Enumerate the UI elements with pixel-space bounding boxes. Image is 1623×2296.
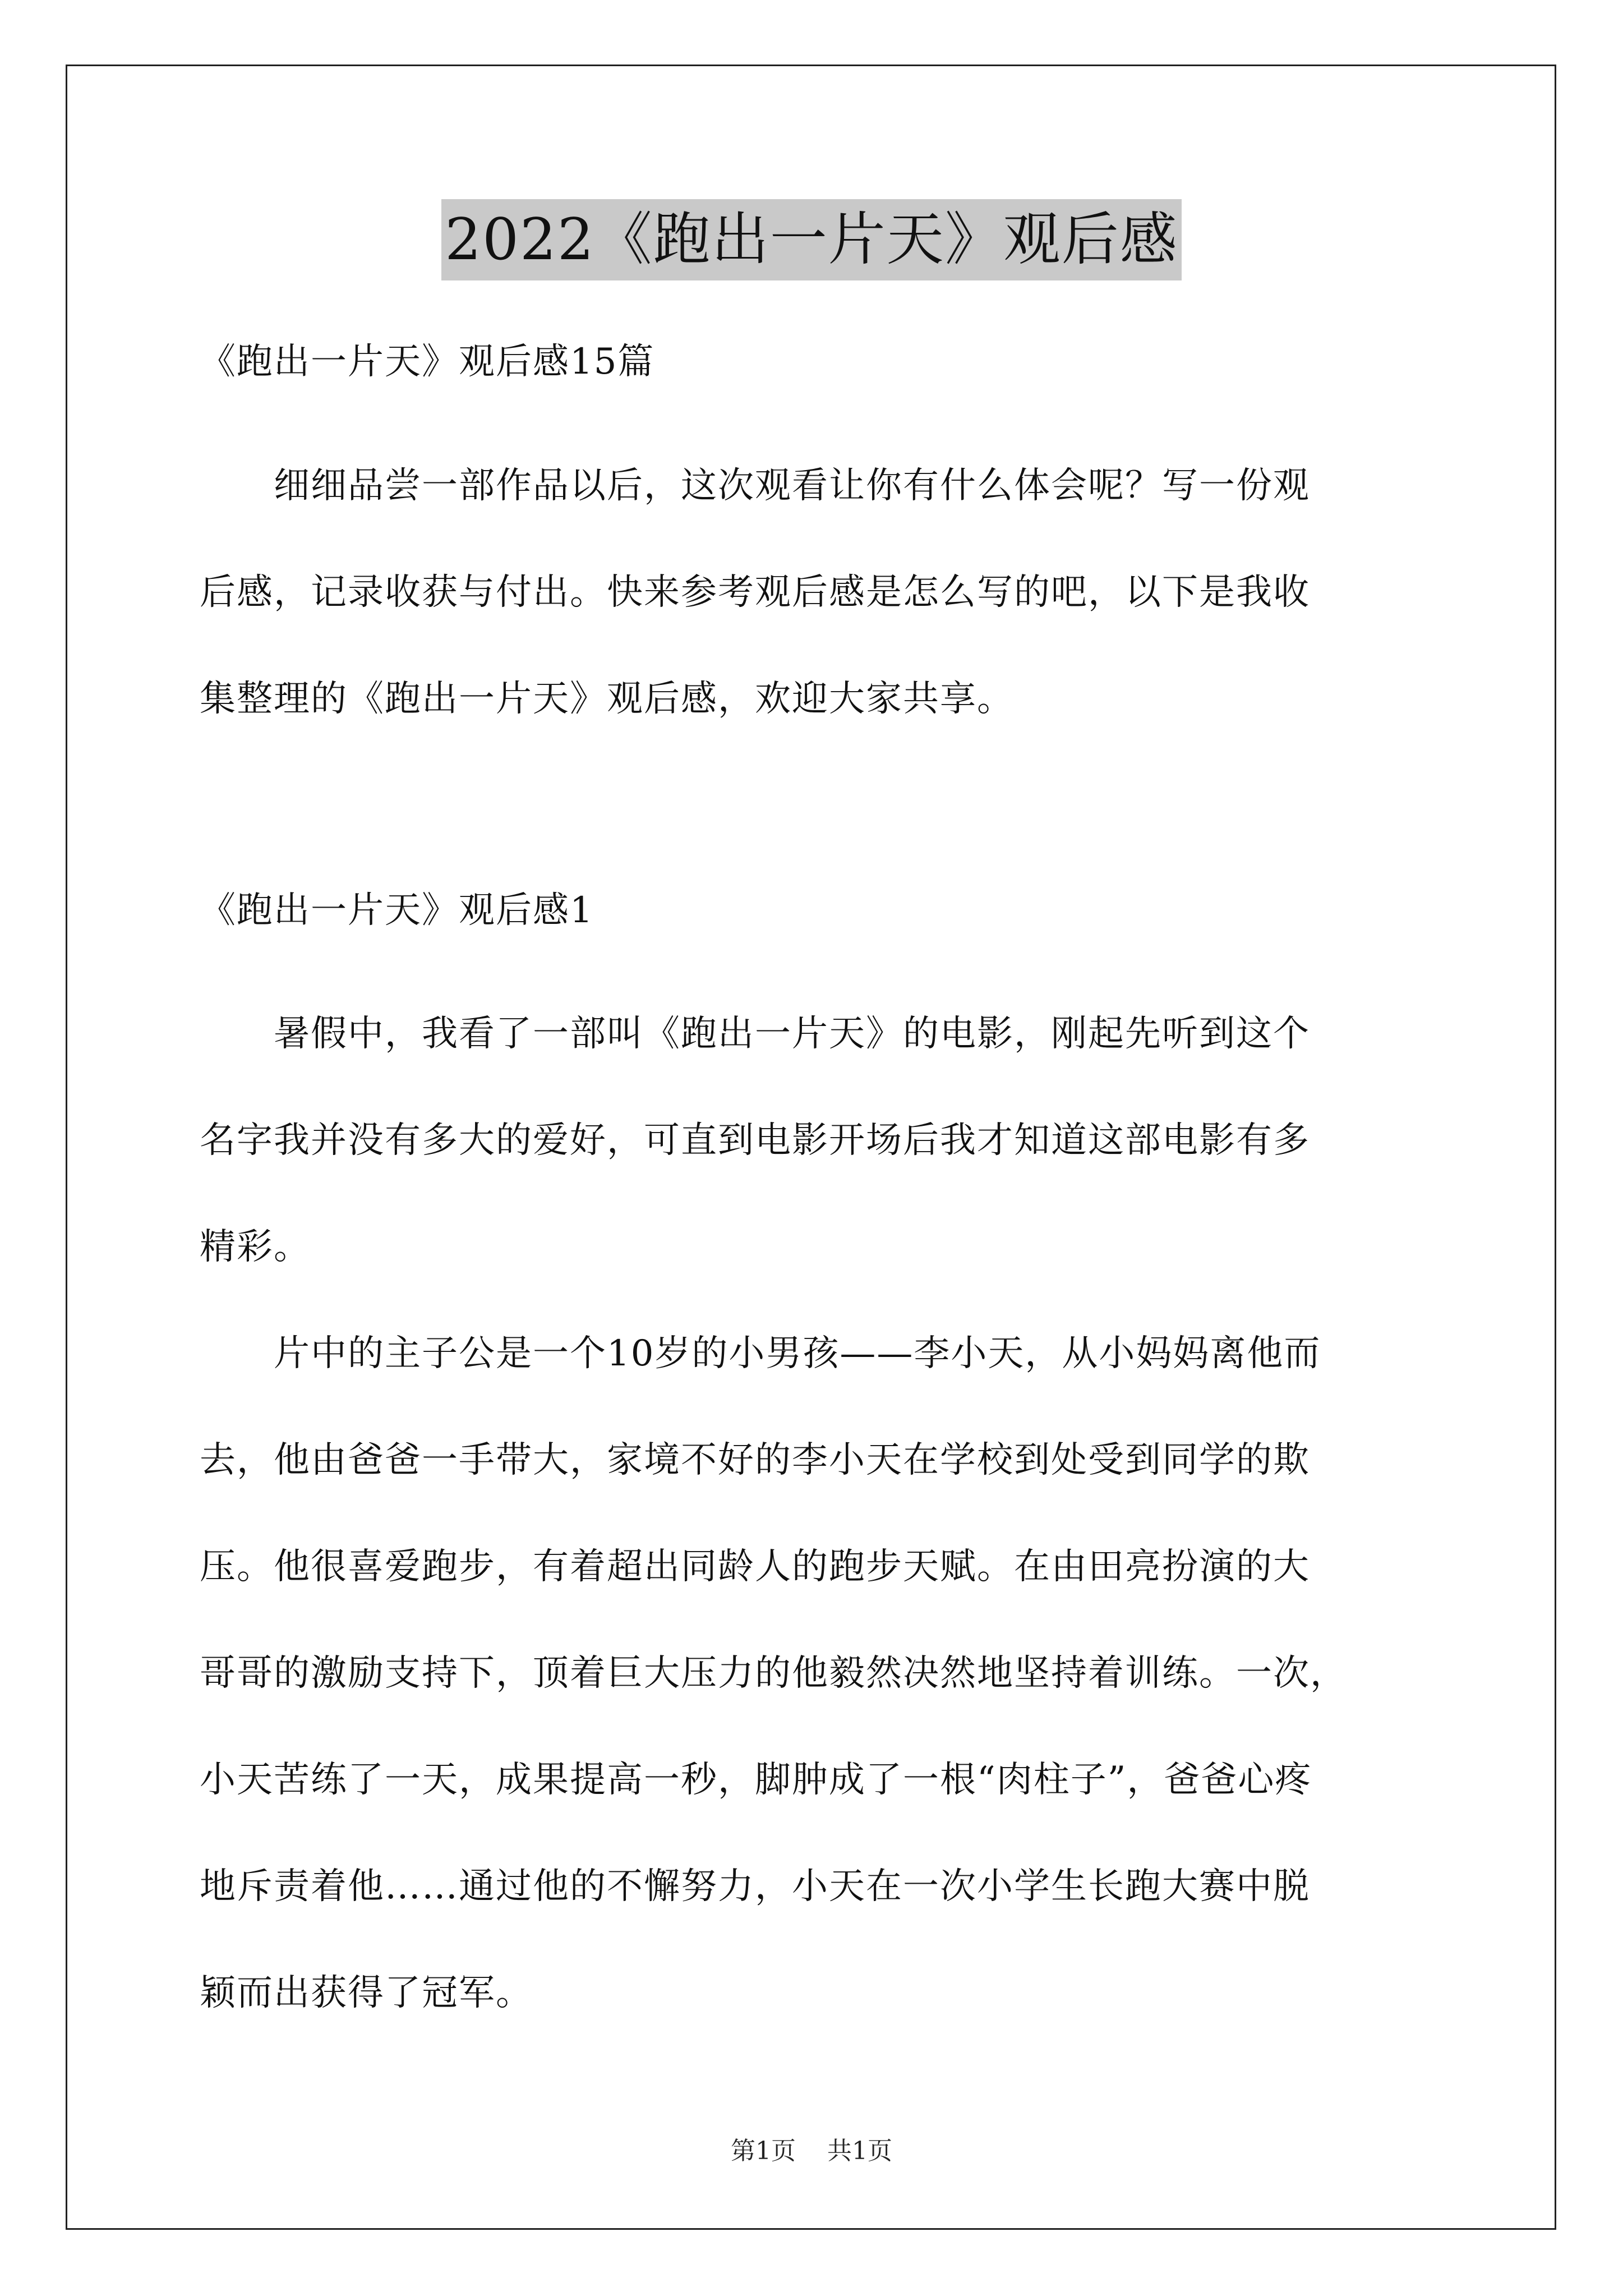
document-title: 2022《跑出一片天》观后感 — [441, 199, 1182, 280]
section1-paragraph-2 — [200, 1300, 1433, 2046]
paragraph-line: 精彩。 — [200, 1226, 311, 1268]
intro-line: 细细品尝一部作品以后，这次观看让你有什么体会呢？写一份观 — [200, 465, 1310, 507]
intro-line: 后感，记录收获与付出。快来参考观后感是怎么写的吧，以下是我收 — [200, 572, 1310, 613]
paragraph-line: 哥哥的激励支持下，顶着巨大压力的他毅然决然地坚持着训练。一次， — [200, 1653, 1347, 1694]
page-number: 第1页 — [731, 2137, 796, 2165]
paragraph-line: 名字我并没有多大的爱好，可直到电影开场后我才知道这部电影有多 — [200, 1120, 1310, 1161]
paragraph-line: 小天苦练了一天，成果提高一秒，脚肿成了一根“肉柱子”，爸爸心疼 — [200, 1759, 1312, 1801]
intro-line: 集整理的《跑出一片天》观后感，欢迎大家共享。 — [200, 678, 1014, 720]
paragraph-line: 去，他由爸爸一手带大，家境不好的李小天在学校到处受到同学的欺 — [200, 1439, 1310, 1481]
page-total: 共1页 — [827, 2137, 892, 2165]
paragraph-line: 颖而出获得了冠军。 — [200, 1972, 533, 2014]
document-subtitle: 《跑出一片天》观后感15篇 — [200, 341, 655, 383]
section1-paragraph-1 — [200, 981, 1433, 1300]
section-heading: 《跑出一片天》观后感1 — [200, 890, 594, 931]
title-container — [0, 199, 1623, 280]
paragraph-line: 地斥责着他……通过他的不懈努力，小天在一次小学生长跑大赛中脱 — [200, 1866, 1310, 1907]
paragraph-line: 片中的主子公是一个10岁的小男孩——李小天，从小妈妈离他而 — [200, 1333, 1321, 1374]
page-footer — [0, 2134, 1623, 2168]
intro-paragraph — [200, 432, 1433, 752]
paragraph-line: 暑假中，我看了一部叫《跑出一片天》的电影，刚起先听到这个 — [200, 1013, 1310, 1055]
paragraph-line: 压。他很喜爱跑步，有着超出同龄人的跑步天赋。在由田亮扮演的大 — [200, 1546, 1310, 1588]
